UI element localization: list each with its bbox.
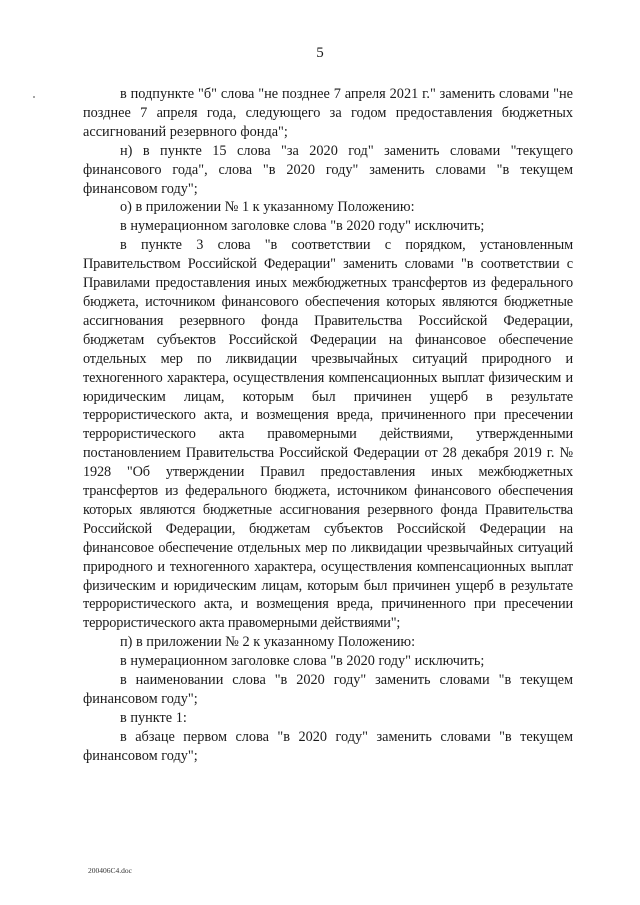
paragraph-3: о) в приложении № 1 к указанному Положению: xyxy=(120,199,415,216)
paragraph-5: в пункте 3 слова "в соответствии с порядком, установленным Правительством Российской Федерации" заменить словами "в соответствии с Правилами предоставления иных межбюджетных трансфертов из федерального бюджета, источником финансового обеспечения которых являются бюджетные ассигнования резервного фонда Правительства Российской Федерации, бюджетам субъектов Российской Федерации на финансовое обеспечение отдельных мер по ликвидации чрезвычайных ситуаций природного и техногенного характера, осуществления компенсационных выплат физическим и юридическим лицам, которым был причинен ущерб в результате террористического акта, и возмещения вреда, причиненного при пресечении террористического акта правомерными действиями, утвержденными постановлением Правительства Российской Федерации от 28 декабря 2019 г. № 1928 "Об утверждении Правил предоставления иных межбюджетных трансфертов из федерального бюджета, источником финансового обеспечения которых являются бюджетные ассигнования резервного фонда Правительства Российской Федерации, бюджетам субъектов Российской Федерации на финансовое обеспечение отдельных мер по ликвидации чрезвычайных ситуаций природного и техногенного характера, осуществления компенсационных выплат физическим и юридическим лицам, которым был причинен ущерб в результате террористического акта, и возмещения вреда, причиненного при пресечении террористического акта правомерными действиями"; xyxy=(83,237,573,632)
document-body xyxy=(83,85,573,766)
scan-speck xyxy=(33,96,35,98)
paragraph-9: в пункте 1: xyxy=(120,709,187,726)
page-number: 5 xyxy=(316,45,324,61)
paragraph-7: в нумерационном заголовке слова "в 2020 году" исключить; xyxy=(120,653,485,670)
paragraph-4: в нумерационном заголовке слова "в 2020 году" исключить; xyxy=(120,218,485,235)
file-reference: 200406C4.doc xyxy=(88,866,132,875)
paragraph-2: н) в пункте 15 слова "за 2020 год" заменить словами "текущего финансового года", слова "в 2020 году" заменить словами "в текущем финансовом году"; xyxy=(83,142,573,197)
paragraph-10: в абзаце первом слова "в 2020 году" заменить словами "в текущем финансовом году"; xyxy=(83,728,573,764)
paragraph-1: в подпункте "б" слова "не позднее 7 апреля 2021 г." заменить словами "не позднее 7 апреля года, следующего за годом предоставления бюджетных ассигнований резервного фонда"; xyxy=(83,86,573,140)
paragraph-6: п) в приложении № 2 к указанному Положению: xyxy=(120,634,416,651)
paragraph-8: в наименовании слова "в 2020 году" заменить словами "в текущем финансовом году"; xyxy=(83,672,573,707)
